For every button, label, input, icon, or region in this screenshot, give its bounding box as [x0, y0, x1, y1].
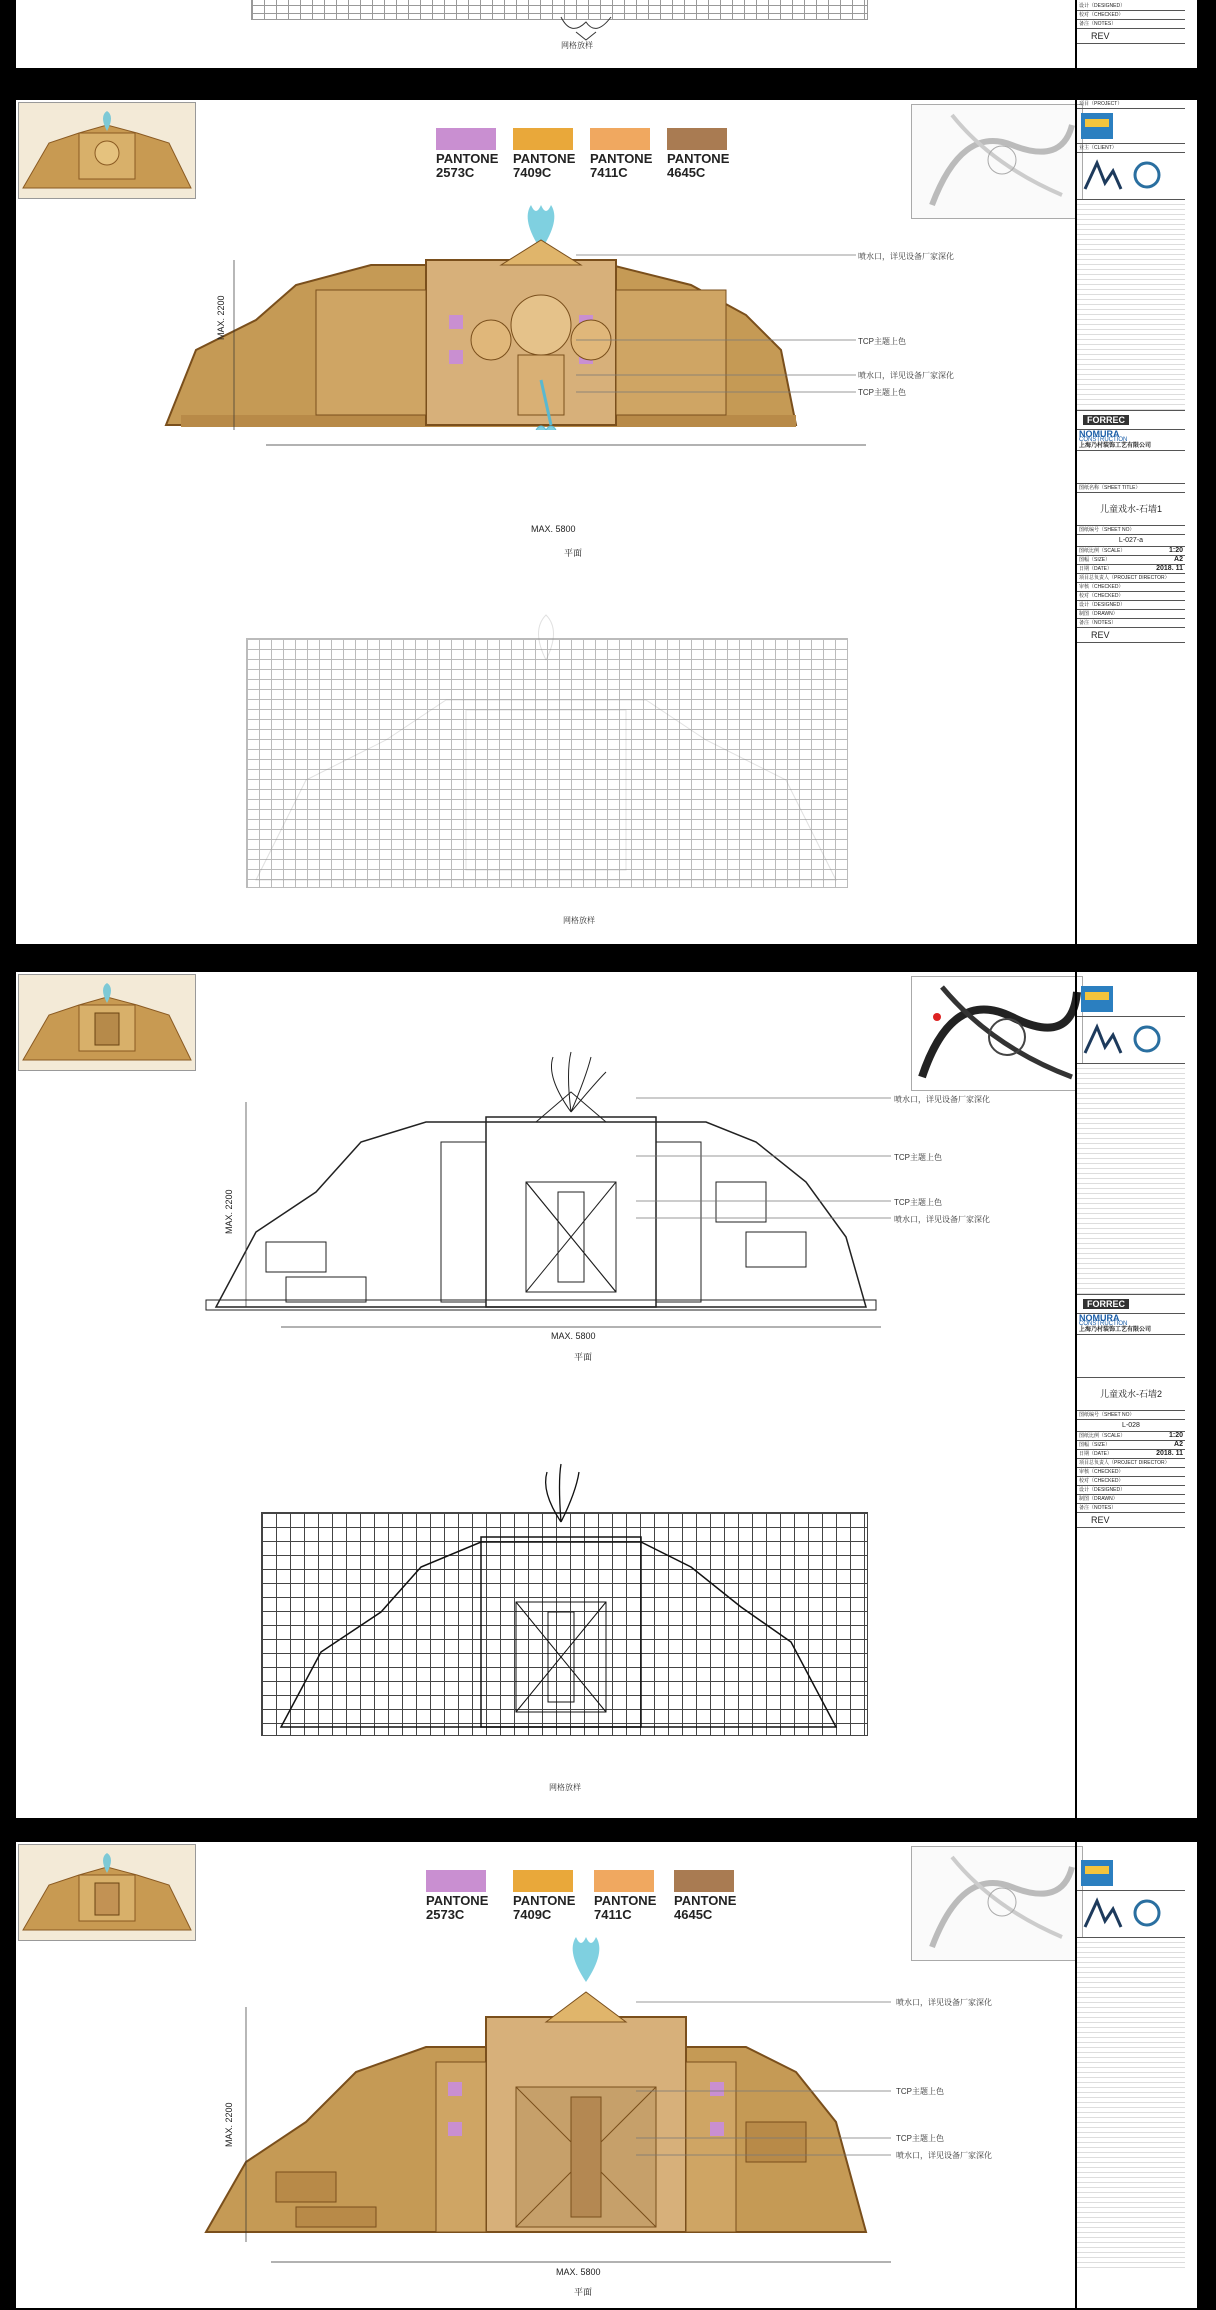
- plan-label: 平面: [574, 1352, 593, 1362]
- pantone-code: 2573C: [426, 1907, 465, 1922]
- dim-height: MAX. 2200: [216, 295, 226, 340]
- date-label: 日期（DATE）: [1079, 566, 1112, 572]
- forrec-logo: FORREC: [1083, 1299, 1129, 1309]
- annotation-tcp-2: TCP主题上色: [894, 1198, 942, 1207]
- dim-lines: [231, 1102, 911, 1352]
- title-block: [1075, 0, 1185, 68]
- tb-project-desc: [1077, 451, 1185, 484]
- preview-thumbnail: [18, 1844, 196, 1941]
- scale-value: 1:20: [1168, 547, 1183, 554]
- pantone-code: 7411C: [594, 1907, 632, 1922]
- sheet-no: L-028: [1077, 1420, 1185, 1432]
- grid-layout-label: 网格放样: [561, 41, 593, 50]
- annotation-nozzle-1: 喷水口，详见设备厂家深化: [858, 252, 954, 261]
- tb-project: 项目（PROJECT）: [1077, 100, 1185, 109]
- scale-value: 1:20: [1168, 1432, 1183, 1439]
- tb-checked-1: 审核（CHECKED）: [1077, 1468, 1185, 1477]
- pantone-label: PANTONE: [513, 151, 576, 166]
- pantone-label: PANTONE: [674, 1893, 737, 1908]
- annotation-nozzle-1: 喷水口，详见设备厂家深化: [896, 1998, 992, 2007]
- pantone-swatch-3: [590, 128, 652, 180]
- pantone-swatch-1: [436, 128, 498, 180]
- tb-check: 校对（CHECKED）: [1077, 11, 1185, 20]
- park-logo: [1077, 1856, 1185, 1891]
- tb-size: [1077, 556, 1185, 565]
- annotation-nozzle-2: 喷水口，详见设备厂家深化: [858, 371, 954, 380]
- pantone-label: PANTONE: [667, 151, 730, 166]
- site-key-map: [911, 976, 1083, 1091]
- general-notes: [1077, 1064, 1185, 1295]
- annotation-tcp-1: TCP主题上色: [894, 1153, 942, 1162]
- pantone-code: 7409C: [513, 165, 552, 180]
- sheet-title: 儿童戏水-石墙1: [1077, 493, 1185, 526]
- tb-checked-2: 校对（CHECKED）: [1077, 592, 1185, 601]
- title-block: [1075, 1842, 1185, 2308]
- fountain-sketch: [551, 12, 621, 42]
- tb-notes: 备注（NOTES）: [1077, 1504, 1185, 1513]
- forrec-logo: FORREC: [1083, 415, 1129, 425]
- size-label: 图幅（SIZE）: [1079, 1442, 1111, 1448]
- pantone-swatch-2: [513, 128, 575, 180]
- plan-label: 平面: [574, 2287, 593, 2297]
- nomura-sub: CONSTRUCTION: [1079, 1321, 1128, 1327]
- tb-designed: 设计（DESIGNED）: [1077, 1486, 1185, 1495]
- tb-rev: REV: [1077, 1513, 1185, 1528]
- client-logo: [1077, 153, 1185, 200]
- annotation-tcp-1: TCP主题上色: [858, 337, 906, 346]
- preview-thumbnail: [18, 974, 196, 1071]
- annotation-tcp-1: TCP主题上色: [896, 2087, 944, 2096]
- annotation-nozzle-1: 喷水口，详见设备厂家深化: [894, 1095, 990, 1104]
- site-key-map: [911, 1846, 1083, 1961]
- dim-width: MAX. 5800: [551, 1331, 596, 1341]
- dim-height: MAX. 2200: [224, 2102, 234, 2147]
- dim-lines: [231, 2007, 911, 2267]
- size-value: A2: [1174, 556, 1183, 563]
- wall-on-grid: [261, 1442, 866, 1734]
- pantone-label: PANTONE: [594, 1893, 657, 1908]
- tb-director: 项目总负责人（PROJECT DIRECTOR）: [1077, 574, 1185, 583]
- tb-drawn: 制图（DRAWN）: [1077, 610, 1185, 619]
- tb-date: [1077, 565, 1185, 574]
- faint-wall-outline: [246, 580, 846, 890]
- tb-scale: [1077, 547, 1185, 556]
- tb-director: 项目总负责人（PROJECT DIRECTOR）: [1077, 1459, 1185, 1468]
- general-notes: [1077, 200, 1185, 411]
- tb-scale: [1077, 1432, 1185, 1441]
- annotation-nozzle-2: 喷水口，详见设备厂家深化: [896, 2151, 992, 2160]
- tb-designed: 设计（DESIGNED）: [1077, 601, 1185, 610]
- dim-height: MAX. 2200: [224, 1189, 234, 1234]
- tb-rev: REV: [1077, 628, 1185, 643]
- size-value: A2: [1174, 1441, 1183, 1448]
- pantone-label: PANTONE: [513, 1893, 576, 1908]
- scale-label: 图纸比例（SCALE）: [1079, 1433, 1126, 1439]
- date-value: 2018. 11: [1156, 1450, 1183, 1457]
- pantone-code: 4645C: [667, 165, 706, 180]
- plan-label: 平面: [564, 548, 583, 558]
- pantone-swatch-3: [594, 1870, 656, 1922]
- grid-layout-label: 网格放样: [549, 1783, 581, 1792]
- tb-forrec: [1077, 411, 1185, 430]
- tb-notes: 备注（NOTES）: [1077, 619, 1185, 628]
- pantone-swatch-4: [674, 1870, 736, 1922]
- dim-width: MAX. 5800: [556, 2267, 601, 2277]
- tb-checked-2: 校对（CHECKED）: [1077, 1477, 1185, 1486]
- title-block: [1075, 972, 1185, 1818]
- nomura-sub: CONSTRUCTION: [1079, 437, 1128, 443]
- dim-lines: [216, 260, 876, 460]
- pantone-label: PANTONE: [590, 151, 653, 166]
- pantone-swatch-1: [426, 1870, 488, 1922]
- tb-nomura: [1077, 1314, 1185, 1335]
- dim-width: MAX. 5800: [531, 524, 576, 534]
- tb-drawn: 制图（DRAWN）: [1077, 1495, 1185, 1504]
- pantone-code: 2573C: [436, 165, 475, 180]
- nomura-logo: NOMURA: [1079, 429, 1120, 439]
- size-label: 图幅（SIZE）: [1079, 557, 1111, 563]
- tb-design: 设计（DESIGNED）: [1077, 2, 1185, 11]
- pantone-code: 4645C: [674, 1907, 713, 1922]
- client-logo: [1077, 1891, 1185, 1938]
- sheet-title: 儿童戏水-石墙2: [1077, 1378, 1185, 1411]
- drawing-sheet-4: [14, 1840, 1199, 2310]
- sheet-no: L-027-a: [1077, 535, 1185, 547]
- preview-thumbnail: [18, 102, 196, 199]
- pantone-label: PANTONE: [426, 1893, 489, 1908]
- tb-sheet-title-label: 图纸名称（SHEET TITLE）: [1077, 484, 1185, 493]
- scale-label: 图纸比例（SCALE）: [1079, 548, 1126, 554]
- site-key-map: [911, 104, 1083, 219]
- pantone-swatch-4: [667, 128, 729, 180]
- pantone-code: 7409C: [513, 1907, 552, 1922]
- date-value: 2018. 11: [1156, 565, 1183, 572]
- title-block: [1075, 100, 1185, 944]
- tb-client: 业主（CLIENT）: [1077, 144, 1185, 153]
- grid-layout-label: 网格放样: [563, 916, 595, 925]
- tb-project-desc: [1077, 1335, 1185, 1378]
- pantone-swatch-2: [513, 1870, 575, 1922]
- client-logo: [1077, 1017, 1185, 1064]
- company-cn: 上海乃村装饰工艺有限公司: [1079, 1327, 1152, 1333]
- tb-size: [1077, 1441, 1185, 1450]
- tb-date: [1077, 1450, 1185, 1459]
- tb-sheet-no-label: 图纸编号（SHEET NO）: [1077, 1411, 1185, 1420]
- annotation-nozzle-2: 喷水口，详见设备厂家深化: [894, 1215, 990, 1224]
- date-label: 日期（DATE）: [1079, 1451, 1112, 1457]
- park-logo: [1077, 109, 1185, 144]
- nomura-logo: NOMURA: [1079, 1313, 1120, 1323]
- park-logo: [1077, 982, 1185, 1017]
- drawing-sheet-3: [14, 970, 1199, 1820]
- tb-sheet-no-label: 图纸编号（SHEET NO）: [1077, 526, 1185, 535]
- drawing-sheet-2: [14, 98, 1199, 946]
- tb-nomura: [1077, 430, 1185, 451]
- general-notes: [1077, 1938, 1185, 2268]
- tb-rev: REV: [1077, 29, 1185, 44]
- tb-checked-1: 审核（CHECKED）: [1077, 583, 1185, 592]
- annotation-tcp-2: TCP主题上色: [858, 388, 906, 397]
- tb-notes: 备注（NOTES）: [1077, 20, 1185, 29]
- tb-forrec: [1077, 1295, 1185, 1314]
- pantone-label: PANTONE: [436, 151, 499, 166]
- drawing-sheet-1: [14, 0, 1199, 70]
- annotation-tcp-2: TCP主题上色: [896, 2134, 944, 2143]
- company-cn: 上海乃村装饰工艺有限公司: [1079, 443, 1152, 449]
- pantone-code: 7411C: [590, 165, 628, 180]
